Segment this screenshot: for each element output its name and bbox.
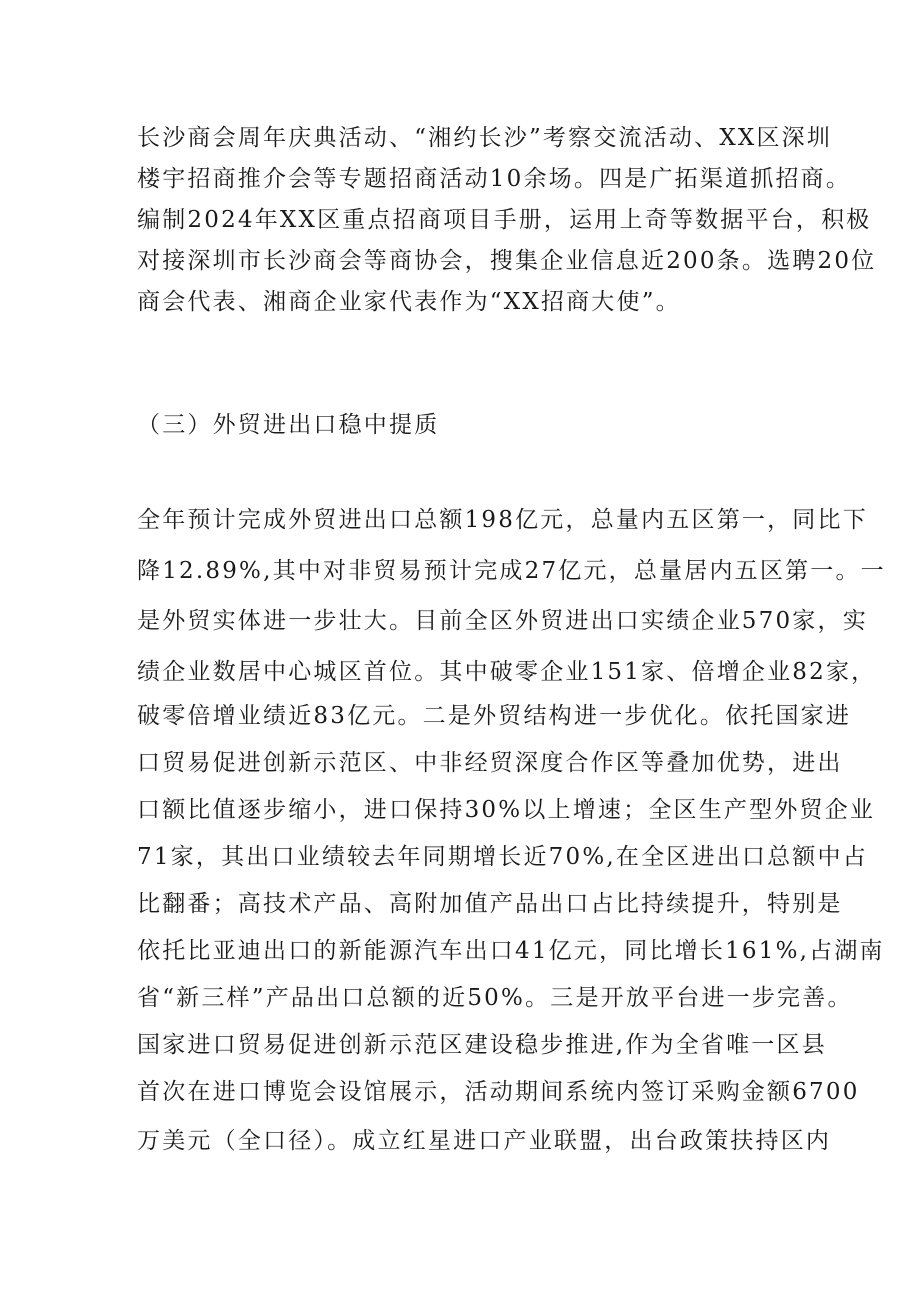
paragraph-2-line-7: 口额比值逐步缩小，进口保持30%以上增速；全区生产型外贸企业 bbox=[137, 797, 876, 823]
paragraph-2-line-5: 破零倍增业绩近83亿元。二是外贸结构进一步优化。依托国家进 bbox=[137, 703, 852, 729]
paragraph-2-line-3: 是外贸实体进一步壮大。目前全区外贸进出口实绩企业570家，实 bbox=[137, 608, 868, 634]
paragraph-1-line-3: 编制2024年XX区重点招商项目手册，运用上奇等数据平台，积极 bbox=[137, 207, 872, 233]
paragraph-2-line-10: 依托比亚迪出口的新能源汽车出口41亿元，同比增长161%,占湖南 bbox=[137, 938, 885, 964]
paragraph-2-line-6: 口贸易促进创新示范区、中非经贸深度合作区等叠加优势，进出 bbox=[137, 750, 843, 776]
paragraph-1-line-4: 对接深圳市长沙商会等商协会，搜集企业信息近200条。选聘20位 bbox=[137, 248, 877, 274]
paragraph-2-line-9: 比翻番；高技术产品、高附加值产品出口占比持续提升，特别是 bbox=[137, 891, 843, 917]
paragraph-2-line-11: 省“新三样”产品出口总额的近50%。三是开放平台进一步完善。 bbox=[137, 985, 853, 1011]
paragraph-2-line-8: 71家，其出口业绩较去年同期增长近70%,在全区进出口总额中占 bbox=[137, 844, 868, 870]
paragraph-2-line-13: 首次在进口博览会设馆展示，活动期间系统内签订采购金额6700 bbox=[137, 1079, 860, 1105]
paragraph-1-line-1: 长沙商会周年庆典活动、“湘约长沙”考察交流活动、XX区深圳 bbox=[137, 125, 833, 151]
paragraph-1-line-5: 商会代表、湘商企业家代表作为“XX招商大使”。 bbox=[137, 289, 681, 315]
section-heading: （三）外贸进出口稳中提质 bbox=[137, 412, 440, 438]
paragraph-2-line-12: 国家进口贸易促进创新示范区建设稳步推进,作为全省唯一区县 bbox=[137, 1032, 827, 1058]
paragraph-2-line-14: 万美元（全口径）。成立红星进口产业联盟，出台政策扶持区内 bbox=[137, 1128, 832, 1154]
paragraph-2-line-1: 全年预计完成外贸进出口总额198亿元，总量内五区第一，同比下 bbox=[137, 507, 868, 533]
paragraph-2-line-2: 降12.89%,其中对非贸易预计完成27亿元，总量居内五区第一。一 bbox=[137, 558, 886, 584]
paragraph-1-line-2: 楼宇招商推介会等专题招商活动10余场。四是广拓渠道抓招商。 bbox=[137, 166, 852, 192]
paragraph-2-line-4: 绩企业数居中心城区首位。其中破零企业151家、倍增企业82家， bbox=[137, 659, 877, 685]
